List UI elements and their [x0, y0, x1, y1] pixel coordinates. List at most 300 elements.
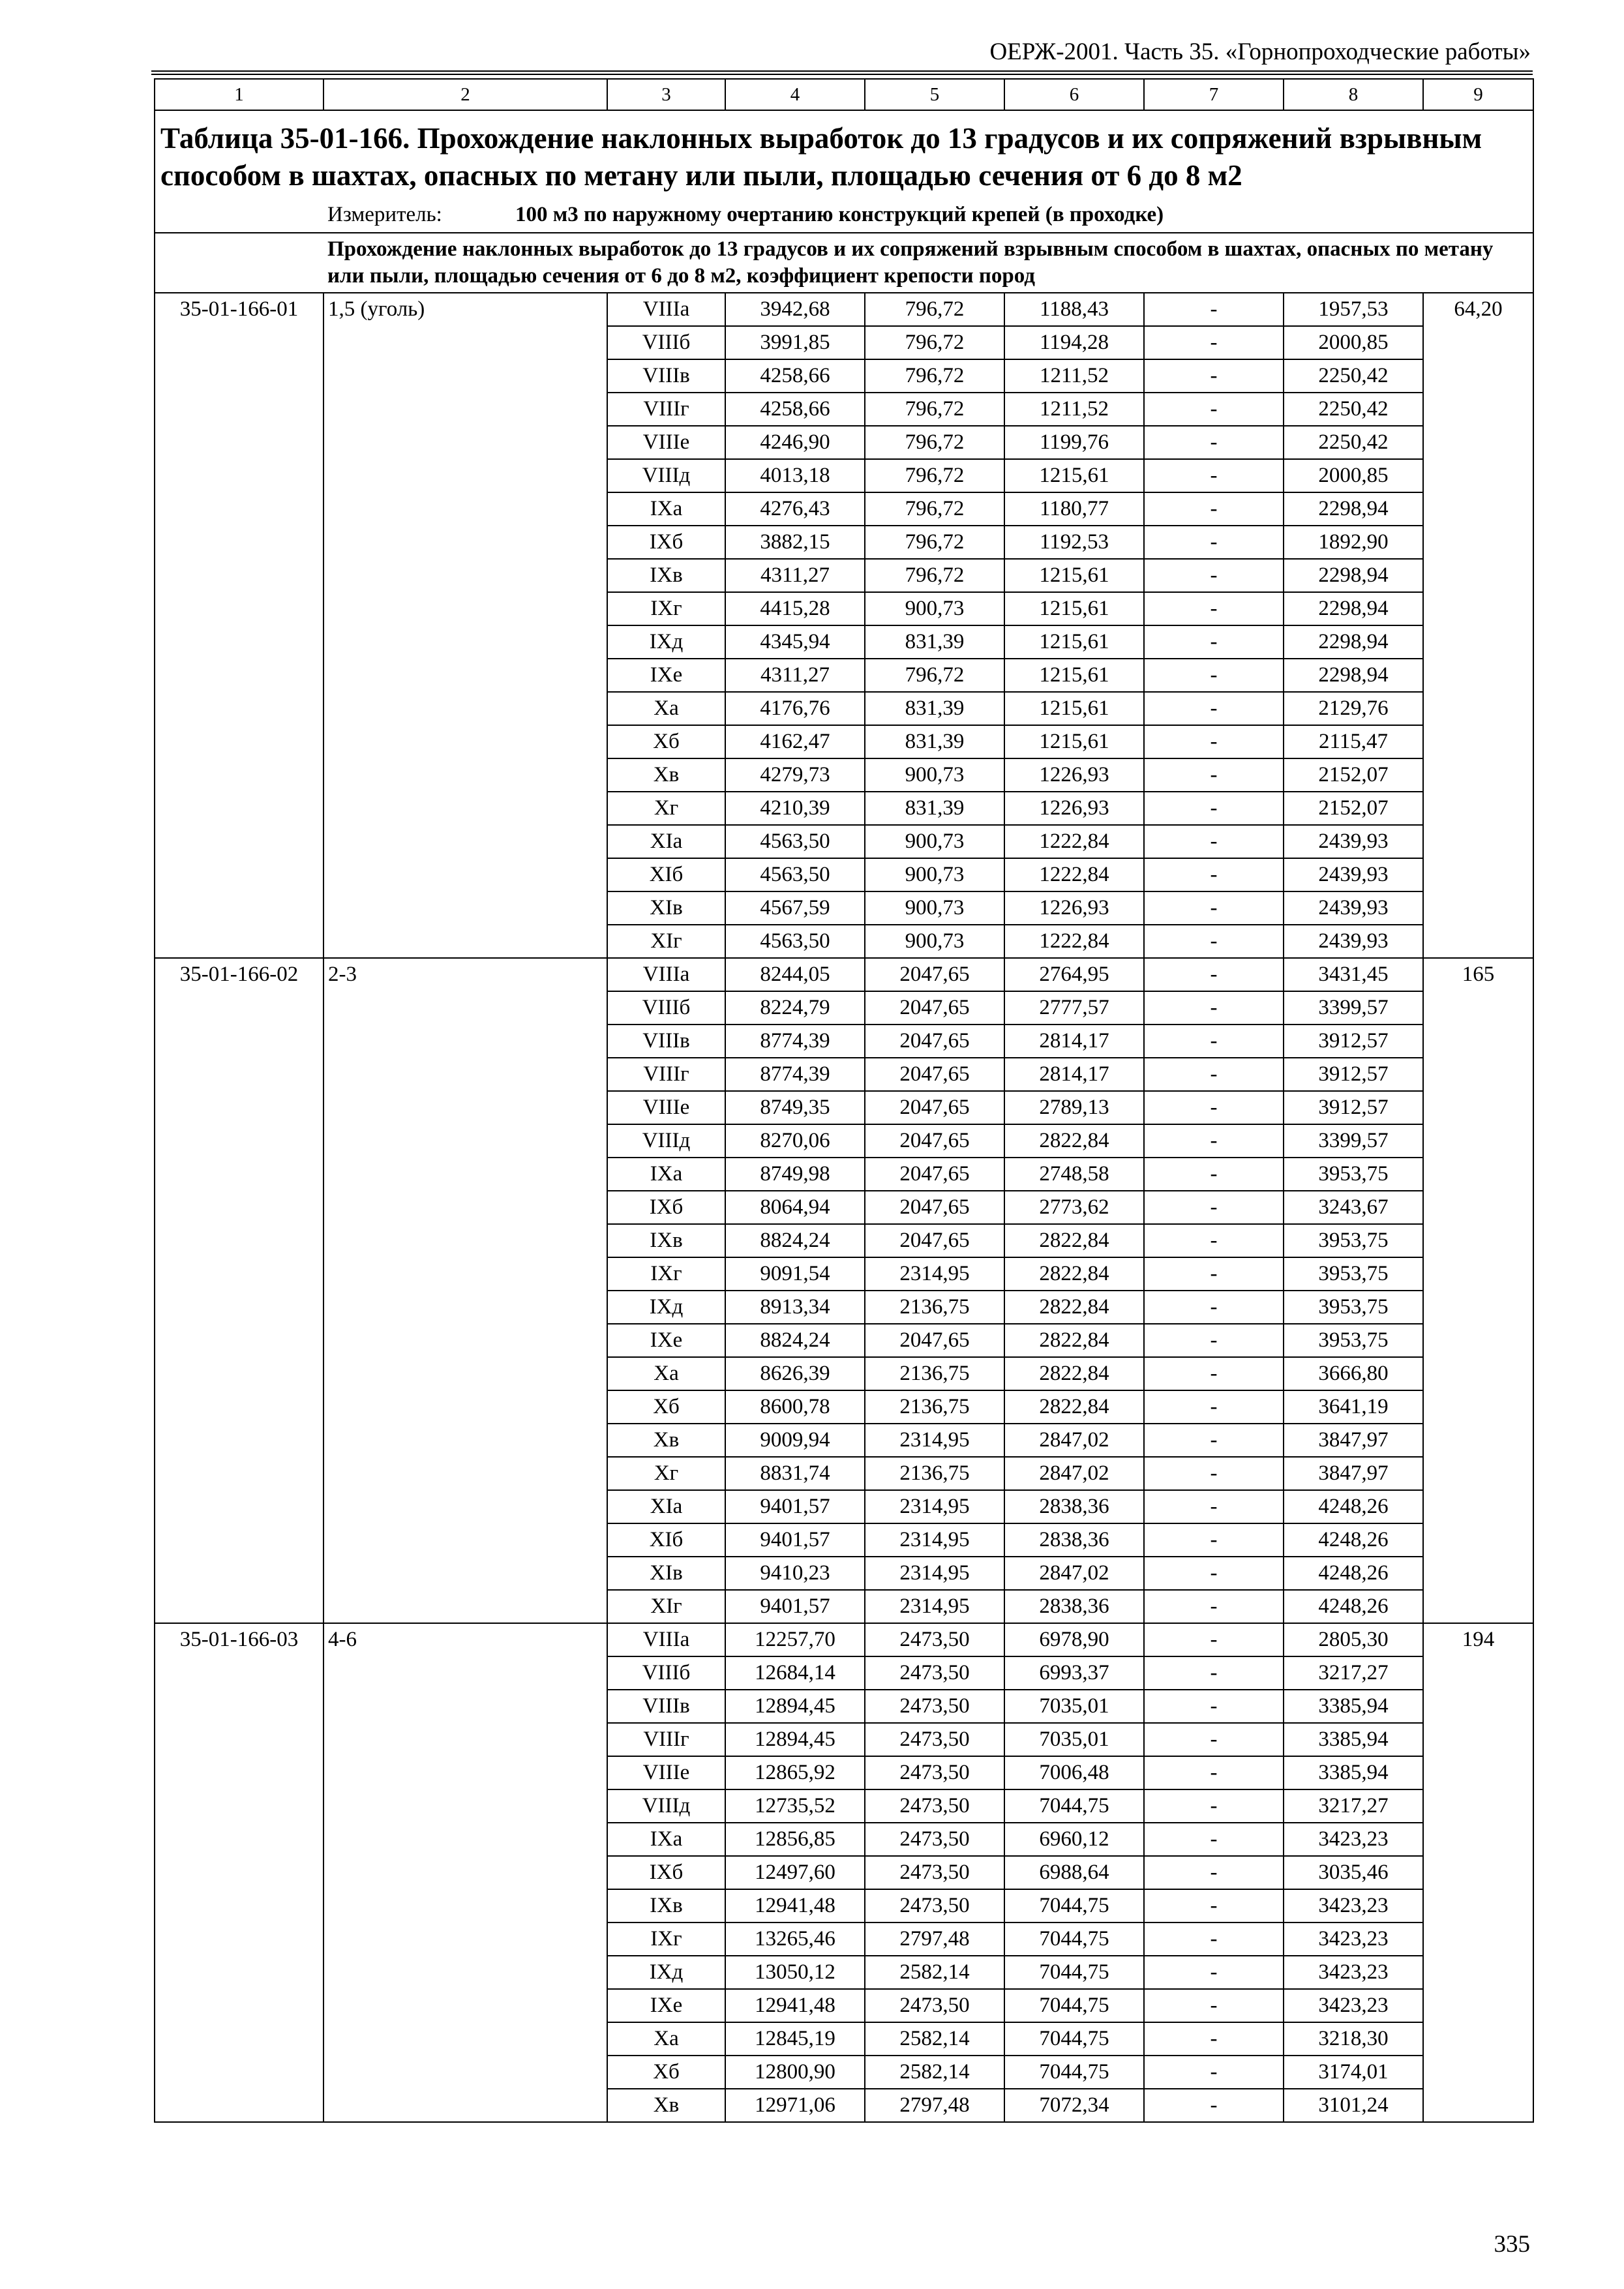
- value-cell: 796,72: [865, 359, 1004, 393]
- header-rule: [151, 70, 1533, 72]
- category-cell: Xб: [607, 2056, 725, 2089]
- category-cell: IXа: [607, 1158, 725, 1191]
- value-cell: 900,73: [865, 925, 1004, 958]
- value-cell: 4563,50: [725, 858, 865, 891]
- value-cell: 4279,73: [725, 758, 865, 792]
- category-cell: VIIIа: [607, 293, 725, 326]
- value-cell: 2439,93: [1284, 858, 1423, 891]
- value-cell: 2822,84: [1004, 1390, 1144, 1424]
- value-cell: -: [1144, 1390, 1284, 1424]
- category-cell: IXб: [607, 526, 725, 559]
- value-cell: -: [1144, 1956, 1284, 1989]
- category-cell: IXг: [607, 592, 725, 625]
- value-cell: 7035,01: [1004, 1690, 1144, 1723]
- rock-hardness: 4-6: [323, 1623, 607, 2122]
- value-cell: 4248,26: [1284, 1523, 1423, 1557]
- value-cell: -: [1144, 526, 1284, 559]
- category-cell: Xа: [607, 1357, 725, 1390]
- rate-code: 35-01-166-02: [155, 958, 323, 1623]
- value-cell: 900,73: [865, 825, 1004, 858]
- value-cell: 3641,19: [1284, 1390, 1423, 1424]
- value-cell: 3431,45: [1284, 958, 1423, 991]
- value-cell: 2582,14: [865, 1956, 1004, 1989]
- value-cell: 3882,15: [725, 526, 865, 559]
- value-cell: 2439,93: [1284, 925, 1423, 958]
- value-cell: 1199,76: [1004, 426, 1144, 459]
- value-cell: -: [1144, 1989, 1284, 2022]
- page-number: 335: [1494, 2231, 1530, 2258]
- value-cell: 3101,24: [1284, 2089, 1423, 2122]
- value-cell: -: [1144, 293, 1284, 326]
- value-cell: 9401,57: [725, 1490, 865, 1523]
- value-cell: 2473,50: [865, 1889, 1004, 1922]
- value-cell: 2847,02: [1004, 1424, 1144, 1457]
- value-cell: 3912,57: [1284, 1058, 1423, 1091]
- category-cell: VIIIе: [607, 1756, 725, 1789]
- value-cell: 1957,53: [1284, 293, 1423, 326]
- value-cell: 3423,23: [1284, 1922, 1423, 1956]
- value-cell: 2473,50: [865, 1823, 1004, 1856]
- category-cell: XIв: [607, 1557, 725, 1590]
- value-cell: 1226,93: [1004, 891, 1144, 925]
- value-cell: 8749,98: [725, 1158, 865, 1191]
- column-number: 6: [1004, 79, 1144, 110]
- value-cell: 2298,94: [1284, 659, 1423, 692]
- value-cell: 831,39: [865, 692, 1004, 725]
- column-number: 1: [155, 79, 323, 110]
- value-cell: 3847,97: [1284, 1457, 1423, 1490]
- value-cell: 8913,34: [725, 1291, 865, 1324]
- table-subheading: Прохождение наклонных выработок до 13 градусов и их сопряжений взрывным способом в шахтах, опасных по метану или пыли, площадью сечения от 6 до 8 м2, коэффициент крепости пород: [155, 233, 1533, 293]
- value-cell: 2814,17: [1004, 1025, 1144, 1058]
- value-cell: 1180,77: [1004, 492, 1144, 526]
- value-cell: -: [1144, 459, 1284, 492]
- value-cell: 4248,26: [1284, 1590, 1423, 1623]
- value-cell: 1215,61: [1004, 625, 1144, 659]
- value-cell: 8064,94: [725, 1191, 865, 1224]
- category-cell: XIв: [607, 891, 725, 925]
- category-cell: VIIIе: [607, 1091, 725, 1124]
- category-cell: Xг: [607, 792, 725, 825]
- value-cell: 6993,37: [1004, 1656, 1144, 1690]
- value-cell: 1188,43: [1004, 293, 1144, 326]
- column-numbers-row: [155, 79, 1533, 110]
- value-cell: 8824,24: [725, 1224, 865, 1257]
- value-cell: 4311,27: [725, 559, 865, 592]
- value-cell: 2838,36: [1004, 1590, 1144, 1623]
- category-cell: IXв: [607, 1889, 725, 1922]
- category-cell: IXг: [607, 1257, 725, 1291]
- value-cell: 1215,61: [1004, 725, 1144, 758]
- value-cell: -: [1144, 825, 1284, 858]
- value-cell: 4276,43: [725, 492, 865, 526]
- value-cell: 900,73: [865, 592, 1004, 625]
- value-cell: 8224,79: [725, 991, 865, 1025]
- table-row: [155, 958, 1533, 991]
- value-cell: 3217,27: [1284, 1789, 1423, 1823]
- column-number: 8: [1284, 79, 1423, 110]
- value-cell: 12257,70: [725, 1623, 865, 1656]
- value-cell: 3174,01: [1284, 2056, 1423, 2089]
- value-cell: 2314,95: [865, 1590, 1004, 1623]
- category-cell: IXе: [607, 1324, 725, 1357]
- value-cell: 12497,60: [725, 1856, 865, 1889]
- value-cell: -: [1144, 1623, 1284, 1656]
- value-cell: -: [1144, 2089, 1284, 2122]
- value-cell: 1215,61: [1004, 459, 1144, 492]
- value-cell: 1215,61: [1004, 592, 1144, 625]
- value-cell: -: [1144, 1457, 1284, 1490]
- value-cell: 12865,92: [725, 1756, 865, 1789]
- value-cell: 2805,30: [1284, 1623, 1423, 1656]
- value-cell: -: [1144, 1690, 1284, 1723]
- value-cell: 2473,50: [865, 1756, 1004, 1789]
- value-cell: 2136,75: [865, 1390, 1004, 1424]
- column-number: 2: [323, 79, 607, 110]
- value-cell: 2136,75: [865, 1457, 1004, 1490]
- value-cell: 831,39: [865, 725, 1004, 758]
- value-cell: 3385,94: [1284, 1690, 1423, 1723]
- category-cell: Xа: [607, 692, 725, 725]
- category-cell: IXг: [607, 1922, 725, 1956]
- column-number: 7: [1144, 79, 1284, 110]
- value-cell: -: [1144, 1557, 1284, 1590]
- value-cell: 8270,06: [725, 1124, 865, 1158]
- value-cell: 2152,07: [1284, 758, 1423, 792]
- value-cell: 2773,62: [1004, 1191, 1144, 1224]
- value-cell: 2797,48: [865, 1922, 1004, 1956]
- value-cell: 2047,65: [865, 1324, 1004, 1357]
- value-cell: 8749,35: [725, 1091, 865, 1124]
- value-cell: -: [1144, 2056, 1284, 2089]
- value-cell: 3423,23: [1284, 1956, 1423, 1989]
- value-cell: 831,39: [865, 625, 1004, 659]
- value-cell: 2298,94: [1284, 492, 1423, 526]
- value-cell: 2047,65: [865, 1224, 1004, 1257]
- category-cell: IXб: [607, 1856, 725, 1889]
- value-cell: -: [1144, 792, 1284, 825]
- value-cell: 2473,50: [865, 1623, 1004, 1656]
- value-cell: -: [1144, 1856, 1284, 1889]
- value-cell: 2047,65: [865, 1058, 1004, 1091]
- value-cell: 2298,94: [1284, 559, 1423, 592]
- value-cell: 2136,75: [865, 1291, 1004, 1324]
- column-9-value: 165: [1423, 958, 1533, 1623]
- value-cell: 4162,47: [725, 725, 865, 758]
- value-cell: -: [1144, 891, 1284, 925]
- value-cell: 12971,06: [725, 2089, 865, 2122]
- value-cell: 3942,68: [725, 293, 865, 326]
- meter-cell: [155, 197, 1533, 233]
- value-cell: 2047,65: [865, 1191, 1004, 1224]
- value-cell: 2473,50: [865, 1690, 1004, 1723]
- value-cell: -: [1144, 1357, 1284, 1390]
- value-cell: -: [1144, 1490, 1284, 1523]
- value-cell: 2439,93: [1284, 825, 1423, 858]
- category-cell: IXе: [607, 659, 725, 692]
- value-cell: -: [1144, 1257, 1284, 1291]
- value-cell: 2847,02: [1004, 1457, 1144, 1490]
- value-cell: -: [1144, 1523, 1284, 1557]
- value-cell: 6960,12: [1004, 1823, 1144, 1856]
- value-cell: 2000,85: [1284, 326, 1423, 359]
- category-cell: VIIIг: [607, 393, 725, 426]
- category-cell: Xв: [607, 2089, 725, 2122]
- value-cell: 9091,54: [725, 1257, 865, 1291]
- category-cell: XIг: [607, 925, 725, 958]
- rate-code: 35-01-166-01: [155, 293, 323, 958]
- category-cell: Xв: [607, 1424, 725, 1457]
- value-cell: 7044,75: [1004, 1956, 1144, 1989]
- value-cell: 4258,66: [725, 393, 865, 426]
- value-cell: -: [1144, 1091, 1284, 1124]
- value-cell: 796,72: [865, 559, 1004, 592]
- value-cell: 1215,61: [1004, 692, 1144, 725]
- category-cell: VIIIа: [607, 1623, 725, 1656]
- value-cell: 7035,01: [1004, 1723, 1144, 1756]
- category-cell: Xв: [607, 758, 725, 792]
- value-cell: 3218,30: [1284, 2022, 1423, 2056]
- value-cell: 2838,36: [1004, 1523, 1144, 1557]
- category-cell: IXд: [607, 1956, 725, 1989]
- category-cell: VIIIе: [607, 426, 725, 459]
- value-cell: 2047,65: [865, 1158, 1004, 1191]
- category-cell: XIб: [607, 1523, 725, 1557]
- rate-code: 35-01-166-03: [155, 1623, 323, 2122]
- value-cell: 1226,93: [1004, 792, 1144, 825]
- value-cell: 2847,02: [1004, 1557, 1144, 1590]
- value-cell: -: [1144, 1424, 1284, 1457]
- value-cell: 1222,84: [1004, 825, 1144, 858]
- value-cell: 12856,85: [725, 1823, 865, 1856]
- value-cell: -: [1144, 592, 1284, 625]
- value-cell: -: [1144, 1025, 1284, 1058]
- value-cell: 9401,57: [725, 1523, 865, 1557]
- category-cell: IXд: [607, 1291, 725, 1324]
- value-cell: -: [1144, 1191, 1284, 1224]
- value-cell: 9401,57: [725, 1590, 865, 1623]
- category-cell: VIIIв: [607, 1690, 725, 1723]
- value-cell: 2789,13: [1004, 1091, 1144, 1124]
- category-cell: IXб: [607, 1191, 725, 1224]
- value-cell: 8774,39: [725, 1058, 865, 1091]
- value-cell: 3912,57: [1284, 1025, 1423, 1058]
- subheading-row: [155, 233, 1533, 293]
- value-cell: 3423,23: [1284, 1989, 1423, 2022]
- value-cell: 7006,48: [1004, 1756, 1144, 1789]
- value-cell: -: [1144, 991, 1284, 1025]
- value-cell: 4210,39: [725, 792, 865, 825]
- value-cell: 796,72: [865, 426, 1004, 459]
- category-cell: VIIIа: [607, 958, 725, 991]
- value-cell: 13050,12: [725, 1956, 865, 1989]
- value-cell: 2473,50: [865, 1856, 1004, 1889]
- value-cell: 796,72: [865, 459, 1004, 492]
- value-cell: -: [1144, 1823, 1284, 1856]
- value-cell: 2000,85: [1284, 459, 1423, 492]
- value-cell: -: [1144, 659, 1284, 692]
- value-cell: 900,73: [865, 858, 1004, 891]
- value-cell: 7044,75: [1004, 2022, 1144, 2056]
- value-cell: 3847,97: [1284, 1424, 1423, 1457]
- meter-value: 100 м3 по наружному очертанию конструкций крепей (в проходке): [515, 203, 1164, 226]
- value-cell: 3385,94: [1284, 1723, 1423, 1756]
- value-cell: -: [1144, 1291, 1284, 1324]
- value-cell: 2314,95: [865, 1424, 1004, 1457]
- value-cell: 12800,90: [725, 2056, 865, 2089]
- meter-row: [155, 197, 1533, 233]
- value-cell: 2047,65: [865, 991, 1004, 1025]
- value-cell: -: [1144, 758, 1284, 792]
- category-cell: XIг: [607, 1590, 725, 1623]
- value-cell: -: [1144, 958, 1284, 991]
- value-cell: -: [1144, 1058, 1284, 1091]
- value-cell: 1226,93: [1004, 758, 1144, 792]
- category-cell: VIIIв: [607, 359, 725, 393]
- value-cell: -: [1144, 2022, 1284, 2056]
- value-cell: -: [1144, 492, 1284, 526]
- value-cell: 2822,84: [1004, 1257, 1144, 1291]
- value-cell: -: [1144, 858, 1284, 891]
- value-cell: 4248,26: [1284, 1490, 1423, 1523]
- value-cell: 2314,95: [865, 1490, 1004, 1523]
- value-cell: 7044,75: [1004, 1889, 1144, 1922]
- header-rule-double: [151, 74, 1533, 75]
- value-cell: 2298,94: [1284, 625, 1423, 659]
- value-cell: 8600,78: [725, 1390, 865, 1424]
- rock-hardness: 1,5 (уголь): [323, 293, 607, 958]
- value-cell: 796,72: [865, 492, 1004, 526]
- category-cell: XIб: [607, 858, 725, 891]
- title-row: [155, 110, 1533, 197]
- value-cell: 3423,23: [1284, 1823, 1423, 1856]
- value-cell: 2129,76: [1284, 692, 1423, 725]
- value-cell: 9410,23: [725, 1557, 865, 1590]
- value-cell: -: [1144, 426, 1284, 459]
- value-cell: 9009,94: [725, 1424, 865, 1457]
- value-cell: 4563,50: [725, 825, 865, 858]
- value-cell: 2047,65: [865, 958, 1004, 991]
- value-cell: 1192,53: [1004, 526, 1144, 559]
- value-cell: 4567,59: [725, 891, 865, 925]
- value-cell: -: [1144, 725, 1284, 758]
- rates-table: [154, 78, 1534, 2123]
- value-cell: 7072,34: [1004, 2089, 1144, 2122]
- value-cell: 8831,74: [725, 1457, 865, 1490]
- value-cell: 8626,39: [725, 1357, 865, 1390]
- value-cell: 796,72: [865, 526, 1004, 559]
- value-cell: 4311,27: [725, 659, 865, 692]
- value-cell: 8824,24: [725, 1324, 865, 1357]
- value-cell: 2764,95: [1004, 958, 1144, 991]
- value-cell: 2582,14: [865, 2056, 1004, 2089]
- value-cell: 2152,07: [1284, 792, 1423, 825]
- value-cell: 1194,28: [1004, 326, 1144, 359]
- value-cell: 12894,45: [725, 1723, 865, 1756]
- value-cell: 3399,57: [1284, 991, 1423, 1025]
- value-cell: -: [1144, 925, 1284, 958]
- value-cell: -: [1144, 1158, 1284, 1191]
- category-cell: VIIIб: [607, 1656, 725, 1690]
- category-cell: VIIIд: [607, 1789, 725, 1823]
- value-cell: 900,73: [865, 758, 1004, 792]
- value-cell: 2298,94: [1284, 592, 1423, 625]
- value-cell: 3953,75: [1284, 1224, 1423, 1257]
- value-cell: 796,72: [865, 293, 1004, 326]
- value-cell: 900,73: [865, 891, 1004, 925]
- value-cell: 2822,84: [1004, 1357, 1144, 1390]
- rock-hardness: 2-3: [323, 958, 607, 1623]
- value-cell: 2582,14: [865, 2022, 1004, 2056]
- category-cell: VIIIг: [607, 1723, 725, 1756]
- value-cell: 4176,76: [725, 692, 865, 725]
- value-cell: 2473,50: [865, 1989, 1004, 2022]
- page-header: ОЕРЖ-2001. Часть 35. «Горнопроходческие работы»: [989, 38, 1531, 65]
- column-number: 9: [1423, 79, 1533, 110]
- meter-label: Измеритель:: [327, 203, 442, 226]
- value-cell: 13265,46: [725, 1922, 865, 1956]
- category-cell: Xг: [607, 1457, 725, 1490]
- category-cell: IXа: [607, 492, 725, 526]
- category-cell: IXв: [607, 1224, 725, 1257]
- value-cell: 3953,75: [1284, 1291, 1423, 1324]
- value-cell: 3953,75: [1284, 1158, 1423, 1191]
- value-cell: 2473,50: [865, 1723, 1004, 1756]
- value-cell: 4415,28: [725, 592, 865, 625]
- value-cell: -: [1144, 559, 1284, 592]
- value-cell: 4246,90: [725, 426, 865, 459]
- value-cell: 796,72: [865, 393, 1004, 426]
- value-cell: -: [1144, 326, 1284, 359]
- column-number: 5: [865, 79, 1004, 110]
- category-cell: VIIIб: [607, 991, 725, 1025]
- value-cell: -: [1144, 1922, 1284, 1956]
- value-cell: 7044,75: [1004, 1989, 1144, 2022]
- value-cell: -: [1144, 1789, 1284, 1823]
- value-cell: 12941,48: [725, 1889, 865, 1922]
- value-cell: 2473,50: [865, 1789, 1004, 1823]
- value-cell: -: [1144, 1324, 1284, 1357]
- value-cell: 12735,52: [725, 1789, 865, 1823]
- value-cell: 4013,18: [725, 459, 865, 492]
- value-cell: 831,39: [865, 792, 1004, 825]
- value-cell: -: [1144, 692, 1284, 725]
- column-number: 3: [607, 79, 725, 110]
- value-cell: 3399,57: [1284, 1124, 1423, 1158]
- category-cell: Xб: [607, 1390, 725, 1424]
- category-cell: VIIIб: [607, 326, 725, 359]
- value-cell: 4345,94: [725, 625, 865, 659]
- category-cell: XIа: [607, 825, 725, 858]
- value-cell: 796,72: [865, 326, 1004, 359]
- value-cell: 2314,95: [865, 1523, 1004, 1557]
- category-cell: IXа: [607, 1823, 725, 1856]
- value-cell: 6978,90: [1004, 1623, 1144, 1656]
- value-cell: 3991,85: [725, 326, 865, 359]
- value-cell: -: [1144, 1656, 1284, 1690]
- value-cell: 2822,84: [1004, 1124, 1144, 1158]
- value-cell: 12941,48: [725, 1989, 865, 2022]
- value-cell: 7044,75: [1004, 1922, 1144, 1956]
- value-cell: -: [1144, 1224, 1284, 1257]
- value-cell: 2797,48: [865, 2089, 1004, 2122]
- value-cell: -: [1144, 1756, 1284, 1789]
- value-cell: 3666,80: [1284, 1357, 1423, 1390]
- value-cell: -: [1144, 1889, 1284, 1922]
- value-cell: -: [1144, 1590, 1284, 1623]
- value-cell: 3423,23: [1284, 1889, 1423, 1922]
- value-cell: 4258,66: [725, 359, 865, 393]
